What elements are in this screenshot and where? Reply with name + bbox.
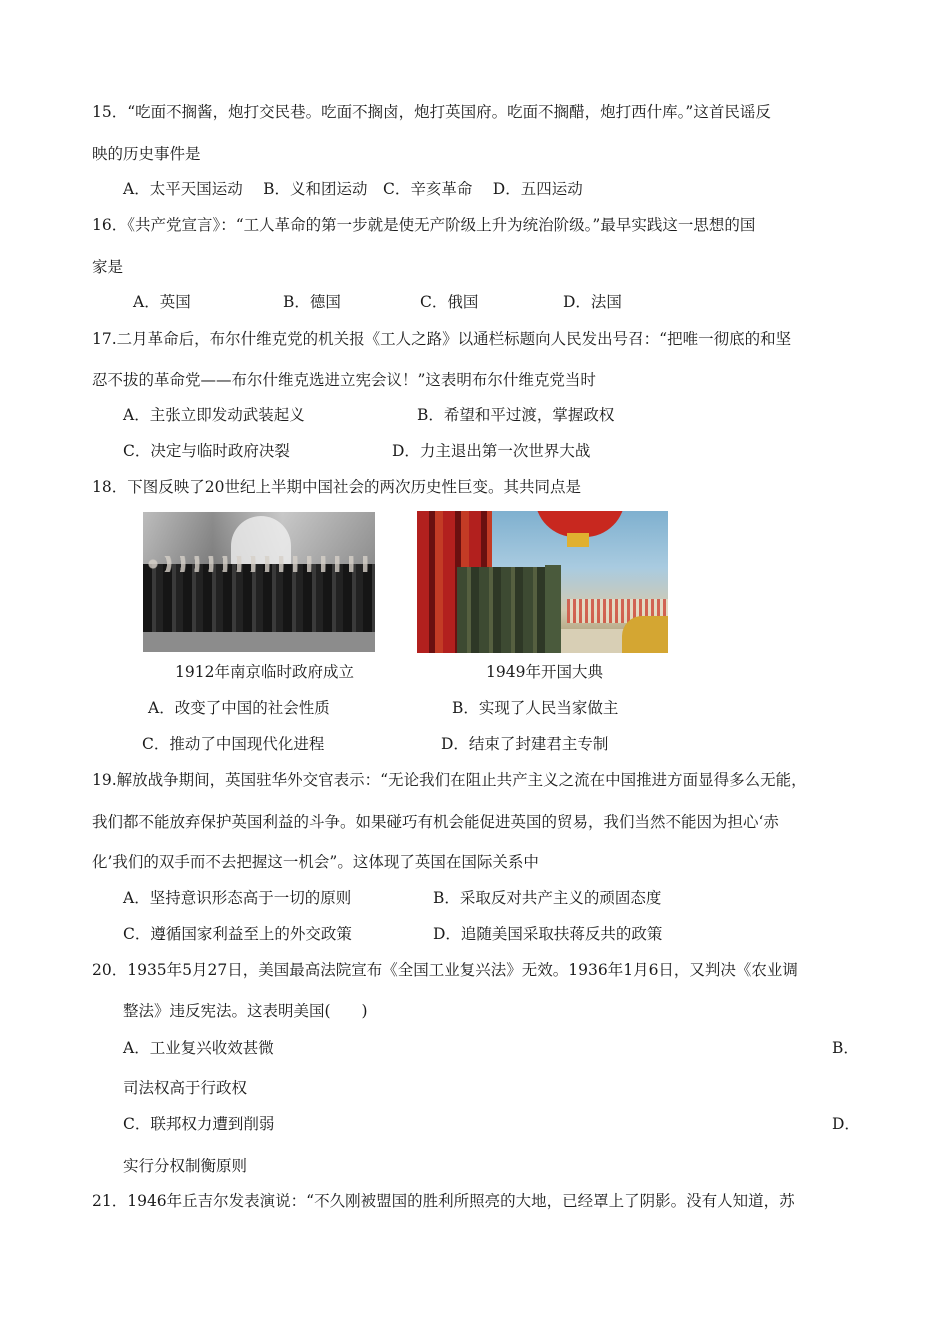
q15-stem-line2: 映的历史事件是 bbox=[92, 145, 201, 163]
q19-option-d: D．追随美国采取扶蒋反共的政策 bbox=[433, 925, 663, 943]
q18-stem: 18．下图反映了20世纪上半期中国社会的两次历史性巨变。其共同点是 bbox=[92, 478, 581, 496]
q16-stem-line2: 家是 bbox=[92, 258, 124, 276]
q15-options: A．太平天国运动 B．义和团运动 C．辛亥革命 D．五四运动 bbox=[123, 180, 583, 198]
q17-option-a: A．主张立即发动武装起义 bbox=[123, 406, 305, 424]
q19-option-a: A．坚持意识形态高于一切的原则 bbox=[123, 889, 352, 907]
q20-option-b-text: 司法权高于行政权 bbox=[123, 1079, 248, 1097]
q16-option-b: B．德国 bbox=[283, 293, 341, 311]
q17-stem-line2: 忍不拔的革命党——布尔什维克选进立宪会议！”这表明布尔什维克党当时 bbox=[92, 371, 596, 389]
q20-stem-line2: 整法》违反宪法。这表明美国( ) bbox=[123, 1002, 368, 1020]
q18-caption-1912: 1912年南京临时政府成立 bbox=[175, 663, 354, 681]
q20-option-d-letter: D． bbox=[832, 1115, 860, 1133]
q16-option-a: A．英国 bbox=[133, 293, 191, 311]
q18-option-a: A．改变了中国的社会性质 bbox=[148, 699, 330, 717]
q20-option-c: C．联邦权力遭到削弱 bbox=[123, 1115, 275, 1133]
q16-option-d: D．法国 bbox=[563, 293, 622, 311]
q21-stem-line1: 21．1946年丘吉尔发表演说：“不久刚被盟国的胜利所照亮的大地，已经罩上了阴影。没有人知道，苏 bbox=[92, 1192, 795, 1210]
q19-option-c: C．遵循国家利益至上的外交政策 bbox=[123, 925, 352, 943]
q16-option-c: C．俄国 bbox=[420, 293, 479, 311]
q18-option-d: D．结束了封建君主专制 bbox=[441, 735, 609, 753]
q20-option-a: A．工业复兴收效甚微 bbox=[123, 1039, 274, 1057]
photo-1912-nanjing-provisional-government bbox=[143, 512, 375, 652]
q19-stem-line1: 19.解放战争期间，英国驻华外交官表示：“无论我们在阻止共产主义之流在中国推进方面显得多么无能， bbox=[92, 771, 807, 789]
q18-caption-1949: 1949年开国大典 bbox=[486, 663, 603, 681]
q16-stem-line1: 16．《共产党宣言》：“工人革命的第一步就是使无产阶级上升为统治阶级。”最早实践这一思想的国 bbox=[92, 216, 756, 234]
q19-stem-line3: 化’我们的双手而不去把握这一机会”。这体现了英国在国际关系中 bbox=[92, 853, 539, 871]
q17-stem-line1: 17.二月革命后，布尔什维克党的机关报《工人之路》以通栏标题向人民发出号召：“把唯一彻底的和坚 bbox=[92, 330, 792, 348]
q17-option-d: D．力主退出第一次世界大战 bbox=[392, 442, 591, 460]
q19-option-b: B．采取反对共产主义的顽固态度 bbox=[433, 889, 662, 907]
q18-option-c: C．推动了中国现代化进程 bbox=[142, 735, 325, 753]
q18-option-b: B．实现了人民当家做主 bbox=[452, 699, 619, 717]
q17-option-b: B．希望和平过渡，掌握政权 bbox=[417, 406, 615, 424]
q15-stem-line1: 15．“吃面不搁酱，炮打交民巷。吃面不搁卤，炮打英国府。吃面不搁醋，炮打西什库。”这首民谣反 bbox=[92, 103, 771, 121]
photo-1949-founding-ceremony bbox=[417, 511, 668, 653]
q19-stem-line2: 我们都不能放弃保护英国利益的斗争。如果碰巧有机会能促进英国的贸易，我们当然不能因为担心‘赤 bbox=[92, 813, 779, 831]
q20-option-b-letter: B． bbox=[832, 1039, 859, 1057]
q17-option-c: C．决定与临时政府决裂 bbox=[123, 442, 290, 460]
q20-stem-line1: 20．1935年5月27日，美国最高法院宣布《全国工业复兴法》无效。1936年1月6日，又判决《农业调 bbox=[92, 961, 798, 979]
q20-option-d-text: 实行分权制衡原则 bbox=[123, 1157, 248, 1175]
